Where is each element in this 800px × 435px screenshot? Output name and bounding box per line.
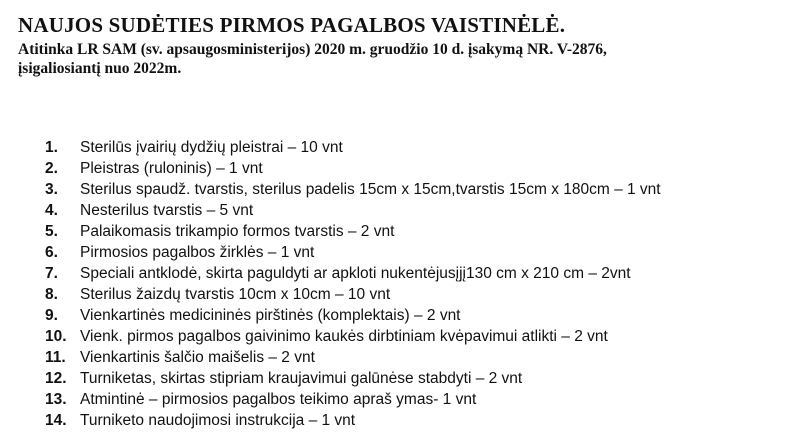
first-aid-item-list [18,137,661,431]
item-text: Sterilus spaudž. tvarstis, sterilus padelis 15cm x 15cm,tvarstis 15cm x 180cm – 1 vnt [80,181,661,198]
list-item [18,410,661,431]
item-text: Sterilūs įvairių dydžių pleistrai – 10 vnt [80,139,343,156]
list-item [18,200,661,221]
item-text: Vienk. pirmos pagalbos gaivinimo kaukės dirbtiniam kvėpavimui atlikti – 2 vnt [80,328,608,345]
item-text: Palaikomasis trikampio formos tvarstis – 2 vnt [80,223,395,240]
item-number: 6. [45,244,58,261]
document-subtitle [18,40,788,78]
list-item [18,326,661,347]
list-item [18,242,661,263]
list-item [18,179,661,200]
list-item [18,305,661,326]
item-number: 2. [45,160,58,177]
item-number: 11. [45,349,66,366]
subtitle-line-1: Atitinka LR SAM (sv. apsaugosministerijos) 2020 m. gruodžio 10 d. įsakymą NR. V-2876, [18,41,607,58]
list-item [18,263,661,284]
list-item [18,137,661,158]
item-text: Atmintinė – pirmosios pagalbos teikimo apraš ymas- 1 vnt [80,391,477,408]
item-text: Pirmosios pagalbos žirklės – 1 vnt [80,244,315,261]
subtitle-line-2: įsigaliosiantį nuo 2022m. [18,60,182,77]
item-number: 8. [45,286,58,303]
item-text: Vienkartinės medicininės pirštinės (komplektais) – 2 vnt [80,307,461,324]
list-item [18,347,661,368]
item-text: Turniketas, skirtas stipriam kraujavimui galūnėse stabdyti – 2 vnt [80,370,523,387]
item-number: 1. [45,139,58,156]
list-item [18,158,661,179]
item-number: 4. [45,202,58,219]
item-number: 14. [45,412,67,429]
list-item [18,221,661,242]
list-item [18,284,661,305]
item-number: 3. [45,181,58,198]
item-number: 5. [45,223,58,240]
list-item [18,368,661,389]
item-text: Vienkartinis šalčio maišelis – 2 vnt [80,349,315,366]
item-text: Pleistras (ruloninis) – 1 vnt [80,160,263,177]
item-number: 13. [45,391,67,408]
item-number: 12. [45,370,67,387]
list-item [18,389,661,410]
item-text: Sterilus žaizdų tvarstis 10cm x 10cm – 10 vnt [80,286,391,303]
item-text: Turniketo naudojimosi instrukcija – 1 vnt [80,412,356,429]
document-title: NAUJOS SUDĖTIES PIRMOS PAGALBOS VAISTINĖLĖ. [18,13,566,37]
item-number: 10. [45,328,67,345]
item-number: 7. [45,265,58,282]
item-text: Nesterilus tvarstis – 5 vnt [80,202,254,219]
document [18,12,788,429]
item-number: 9. [45,307,58,324]
item-text: Speciali antklodė, skirta paguldyti ar apkloti nukentėjusįjį130 cm x 210 cm – 2vnt [80,265,631,282]
